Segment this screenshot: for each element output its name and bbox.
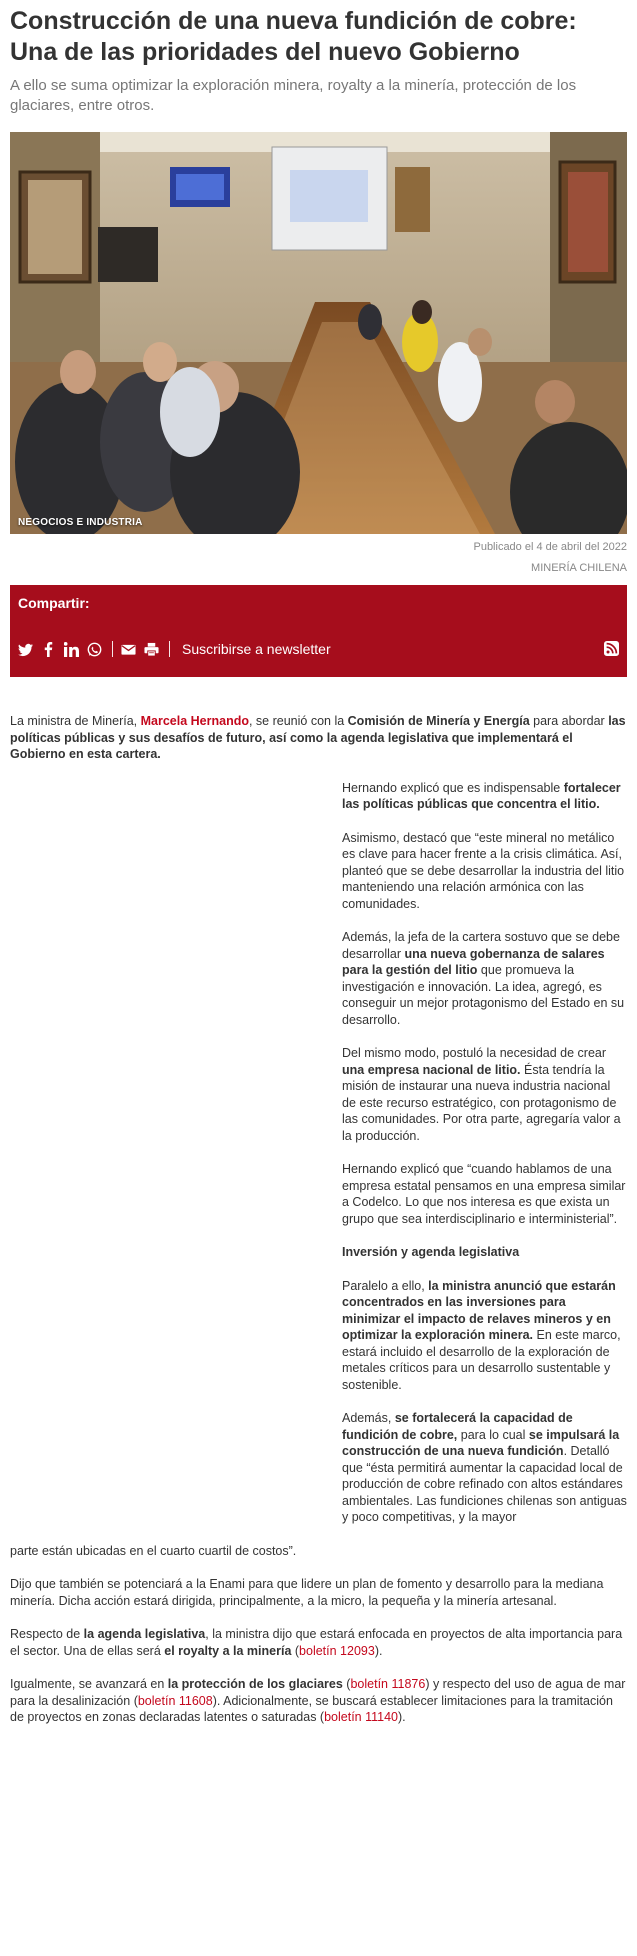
- paragraph-6: Hernando explicó que “cuando hablamos de una empresa estatal pensamos en una empresa similar a Codelco. Lo que nos interesa es que exista un grupo que sea interdisciplinario e interministerial”.: [342, 1162, 626, 1226]
- title-line-2: Una de las prioridades del nuevo Gobierno: [10, 38, 520, 66]
- paragraph-9: Dijo que también se potenciará a la Enami para que lidere un plan de fomento y desarrollo para la mediana minería. Dicha acción estará dirigida, principalmente, a la micro, la pequeña y la minería artesanal.: [10, 1577, 604, 1608]
- paragraph-8: Además, se fortalecerá la capacidad de fundición de cobre, para lo cual se impulsará la construcción de una nueva fundición. Detalló que “ésta permitirá aumentar la capacidad local de producción de cobre refinado con altos estándares ambientales. Las fundiciones chilenas son antiguas y poco competitivas, y la mayor: [342, 1411, 627, 1524]
- paragraph-11: Igualmente, se avanzará en la protección de los glaciares (boletín 11876) y respecto del uso de agua de mar para la desalinización (boletín 11608). Adicionalmente, se buscará establecer limitaciones para la tramitación de proyectos en zonas declaradas latentes o saturadas (boletín 11140).: [10, 1677, 626, 1724]
- paragraph-7: Paralelo a ello, la ministra anunció que estarán concentrados en las inversiones para minimizar el impacto de relaves mineros y en optimizar la exploración minera. En este marco, estará incluido el desarrollo de la exploración de metales críticos para un desarrollo sustentable y sostenible.: [342, 1278, 621, 1392]
- boletin-11608-link[interactable]: boletín 11608: [137, 1693, 213, 1708]
- whatsapp-icon[interactable]: [87, 642, 102, 657]
- boletin-12093-link[interactable]: boletín 12093: [299, 1643, 375, 1658]
- print-icon[interactable]: [144, 642, 159, 657]
- minister-link[interactable]: Marcela Hernando: [140, 714, 249, 728]
- meeting-room-photo: [10, 132, 627, 534]
- article-container: [0, 6, 637, 1726]
- boletin-11876-link[interactable]: boletín 11876: [350, 1677, 426, 1691]
- paragraph-10: Respecto de la agenda legislativa, la ministra dijo que estará enfocada en proyectos de alta importancia para el sector. Una de ellas será el royalty a la minería (boletín 12093).: [10, 1627, 623, 1658]
- facebook-icon[interactable]: [41, 642, 56, 657]
- share-divider: [169, 641, 170, 657]
- article-source: MINERÍA CHILENA: [531, 562, 627, 574]
- email-icon[interactable]: [121, 642, 136, 657]
- rss-icon[interactable]: [604, 641, 619, 656]
- share-divider: [112, 641, 113, 657]
- article-subtitle: A ello se suma optimizar la exploración minera, royalty a la minería, protección de los glaciares, entre otros.: [10, 77, 577, 114]
- article-title: [10, 6, 627, 68]
- publish-date: Publicado el 4 de abril del 2022: [473, 541, 627, 553]
- twitter-icon[interactable]: [18, 642, 33, 657]
- hero-image[interactable]: [10, 132, 627, 534]
- paragraph-1: La ministra de Minería, Marcela Hernando, se reunió con la Comisión de Minería y Energía para abordar las políticas públicas y sus desafíos de futuro, así como la agenda legislativa que implementará el Gobierno en esta cartera.: [10, 714, 626, 761]
- newsletter-link[interactable]: Suscribirse a newsletter: [182, 641, 331, 657]
- paragraph-8-continuation: parte están ubicadas en el cuarto cuartil de costos”.: [10, 1543, 297, 1558]
- share-bar: [10, 585, 627, 677]
- title-line-1: Construcción de una nueva fundición de cobre:: [10, 7, 577, 35]
- linkedin-icon[interactable]: [64, 642, 79, 657]
- paragraph-5: Del mismo modo, postuló la necesidad de crear una empresa nacional de litio. Ésta tendría la misión de instaurar una nueva industria nacional de este recurso estratégico, con protagonismo de las comunidades. Por otra parte, agregaría valor a la producción.: [342, 1046, 621, 1143]
- boletin-11140-link[interactable]: boletín 11140: [324, 1710, 399, 1724]
- image-category-label[interactable]: NEGOCIOS E INDUSTRIA: [18, 517, 143, 528]
- article-meta: [10, 540, 627, 575]
- indented-column: [10, 780, 627, 1526]
- paragraph-3: Asimismo, destacó que “este mineral no metálico es clave para hacer frente a la crisis climática. Así, planteó que se debe desarrollar la industria del litio manteniendo una relación armónica con las comunidades.: [342, 830, 625, 911]
- section-heading-inversion: Inversión y agenda legislativa: [342, 1245, 520, 1259]
- share-icons-row: [18, 639, 619, 659]
- paragraph-4: Además, la jefa de la cartera sostuvo que se debe desarrollar una nueva gobernanza de salares para la gestión del litio que promueva la investigación e innovación. La idea, agregó, es conseguir un mejor protagonismo del Estado en su desarrollo.: [342, 930, 625, 1027]
- article-body: [10, 713, 627, 1726]
- paragraph-2: Hernando explicó que es indispensable fortalecer las políticas públicas que concentra el litio.: [342, 780, 621, 811]
- share-title: Compartir:: [18, 595, 90, 611]
